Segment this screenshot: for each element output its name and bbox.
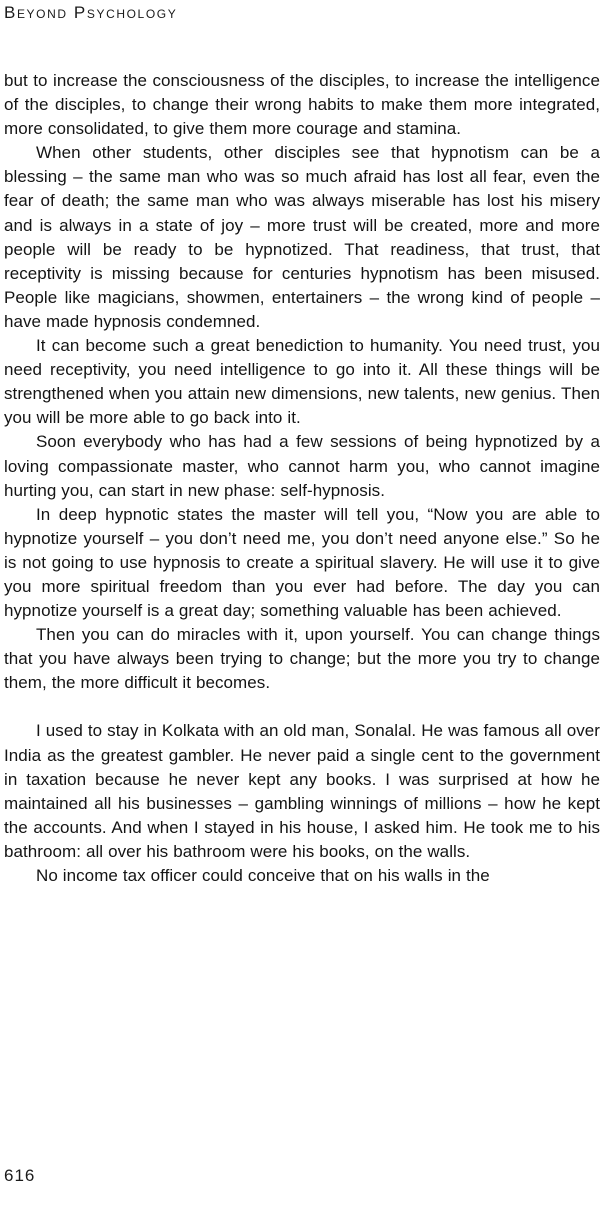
paragraph: No income tax officer could conceive that on his walls in the <box>36 866 490 885</box>
paragraph-continuation: but to increase the consciousness of the disciples, to increase the intelligence of the disciples, to change their wrong habits to make them more integrated, more consolidated, to give them more courage and stamina. <box>4 71 600 139</box>
paragraph: Then you can do miracles with it, upon yourself. You can change things that you have always been trying to change; but the more you try to change them, the more difficult it becomes. <box>4 625 600 693</box>
body-text <box>4 69 600 888</box>
paragraph: It can become such a great benediction to humanity. You need trust, you need receptivity, you need intelligence to go into it. All these things will be strengthened when you attain new dimensions, new talents, new genius. Then you will be more able to go back into it. <box>4 336 600 428</box>
paragraph-new-section: I used to stay in Kolkata with an old man, Sonalal. He was famous all over India as the greatest gambler. He never paid a single cent to the government in taxation because he never kept any books. I was surprised at how he maintained all his businesses – gambling winnings of millions – how he kept the accounts. And when I stayed in his house, I asked him. He took me to his bathroom: all over his bathroom were his books, on the walls. <box>4 721 600 861</box>
running-head-title: Beyond Psychology <box>4 3 178 22</box>
paragraph: In deep hypnotic states the master will tell you, “Now you are able to hypnotize yourself – you don’t need me, you don’t need anyone else.” So he is not going to use hypnosis to create a spiritual slavery. He will use it to give you more spiritual freedom than you ever had before. The day you can hypnotize yourself is a great day; something valuable has been achieved. <box>4 504 600 621</box>
paragraph: When other students, other disciples see that hypnotism can be a blessing – the same man who was so much afraid has lost all fear, even the fear of death; the same man who was always miserable has lost his misery and is always in a state of joy – more trust will be created, more and more people will be ready to be hypnotized. That readiness, that trust, that receptivity is missing because for centuries hypnotism has been misused. People like magicians, showmen, entertainers – the wrong kind of people – have made hypnosis condemned. <box>4 143 600 331</box>
paragraph: Soon everybody who has had a few sessions of being hypnotized by a loving compassionate master, who cannot harm you, who cannot imagine hurting you, can start in new phase: self-hypnosis. <box>4 432 600 500</box>
page-number: 616 <box>4 1166 36 1185</box>
